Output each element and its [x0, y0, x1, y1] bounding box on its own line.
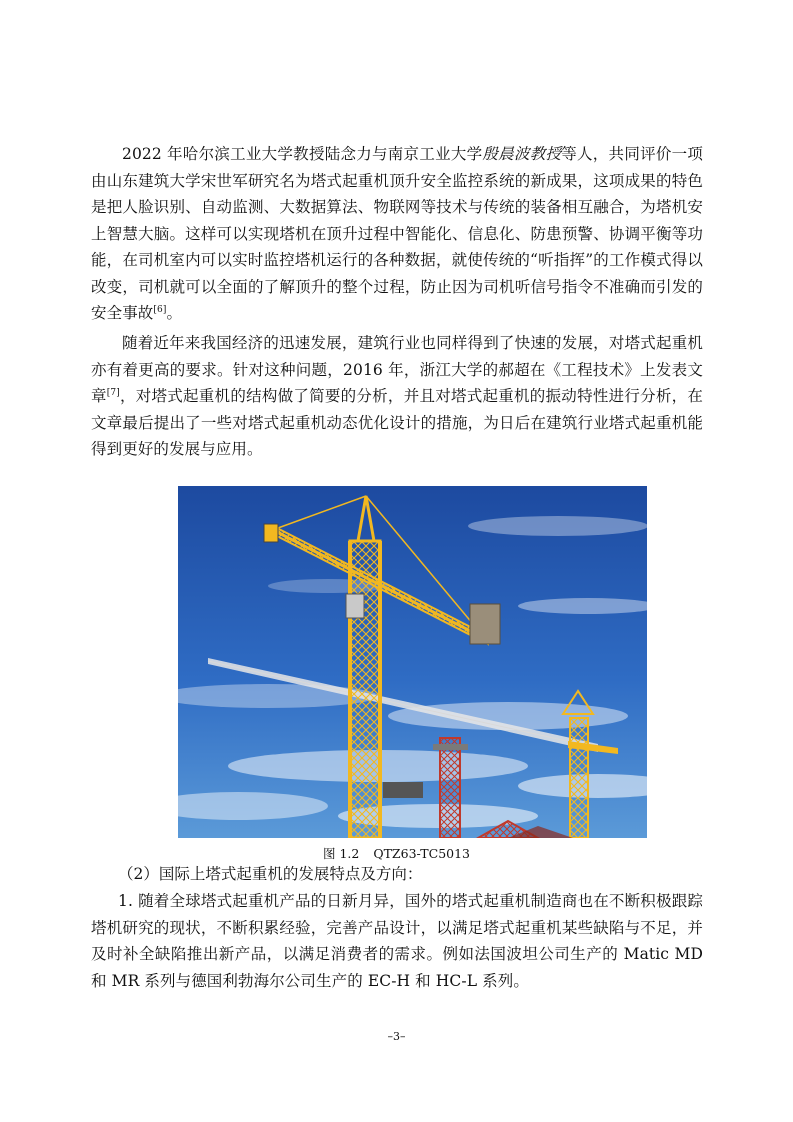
paragraph-2-text-b: ，对塔式起重机的结构做了简要的分析，并且对塔式起重机的振动特性进行分析，在文章最后提出了一些对塔式起重机动态优化设计的措施，为日后在建筑行业塔式起重机能得到更好的发展与应用。 — [91, 387, 703, 458]
citation-6: [6] — [153, 304, 167, 315]
paragraph-1-ending: 。 — [166, 304, 183, 322]
page-number: –3– — [387, 1030, 406, 1043]
crane-illustration — [178, 486, 647, 838]
paragraph-2-text-a: 随着近年来我国经济的迅速发展，建筑行业也同样得到了快速的发展，对塔式起重机亦有着更高的要求。针对这种问题，2016 年，浙江大学的郝超在《工程技术》上发表文章 — [91, 334, 703, 405]
paragraph-research-2022 — [91, 141, 703, 327]
section-heading-international: （2）国际上塔式起重机的发展特点及方向： — [118, 865, 423, 883]
paragraph-1-italic-name: 殷晨波教授 — [482, 145, 562, 163]
figure-caption-number: 图 1.2 — [322, 846, 360, 861]
paragraph-1-text-a: 2022 年哈尔滨工业大学教授陆念力与南京工业大学 — [122, 145, 483, 163]
figure-caption-title: QTZ63-TC5013 — [373, 846, 471, 861]
paragraph-international-trends: 1. 随着全球塔式起重机产品的日新月异，国外的塔式起重机制造商也在不断积极跟踪塔机研究的现状，不断积累经验，完善产品设计，以满足塔式起重机某些缺陷与不足，并及时补全缺陷推出新产品，以满足消费者的需求。例如法国波坦公司生产的 Matic MD 和 MR 系列与德国利勃海尔公司生产的 EC-H 和 HC-L 系列。 — [91, 892, 703, 990]
paragraph-1-text-b: 等人，共同评价一项由山东建筑大学宋世军研究名为塔式起重机顶升安全监控系统的新成果，这项成果的特色是把人脸识别、自动监测、大数据算法、物联网等技术与传统的装备相互融合，为塔机安上智慧大脑。这样可以实现塔机在顶升过程中智能化、信息化、防患预警、协调平衡等功能，在司机室内可以实时监控塔机运行的各种数据，就使传统的“听指挥”的工作模式得以改变，司机就可以全面的了解顶升的整个过程，防止因为司机听信号指令不准确而引发的安全事故 — [91, 145, 703, 322]
tower-crane-photo — [178, 486, 647, 838]
citation-7: [7] — [106, 387, 120, 398]
paragraph-domestic-development — [91, 330, 703, 463]
